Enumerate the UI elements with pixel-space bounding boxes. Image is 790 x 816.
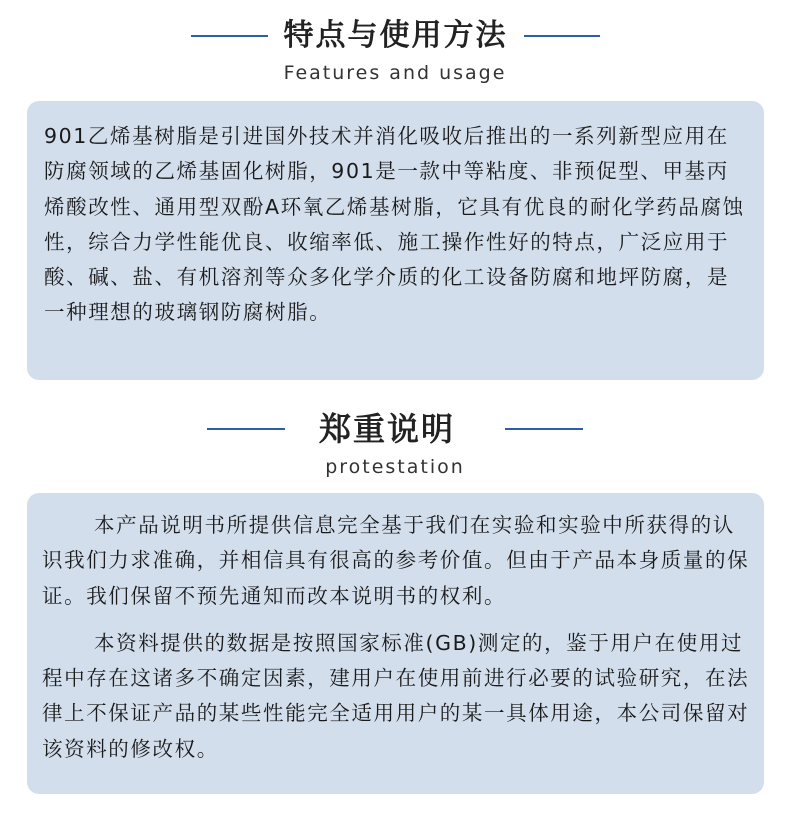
heading-rule-right <box>505 428 583 430</box>
protestation-heading <box>0 406 790 478</box>
heading-rule-right <box>524 35 600 37</box>
protestation-title-cn: 郑重说明 <box>318 410 455 448</box>
features-title-en: Features and usage <box>283 62 507 84</box>
features-heading <box>0 14 790 84</box>
features-card <box>27 101 764 380</box>
protestation-paragraph: 本资料提供的数据是按照国家标准(GB)测定的，鉴于用户在使用过程中存在这诸多不确定因素，建用户在使用前进行必要的试验研究，在法律上不保证产品的某些性能完全适用用户的某一具体用途，本公司保留对该资料的修改权。 <box>42 630 750 761</box>
heading-rule-left <box>191 35 268 37</box>
features-body: 901乙烯基树脂是引进国外技术并消化吸收后推出的一系列新型应用在防腐领域的乙烯基固化树脂，901是一款中等粘度、非预促型、甲基丙烯酸改性、通用型双酚A环氧乙烯基树脂，它具有优良的耐化学药品腐蚀性，综合力学性能优良、收缩率低、施工操作性好的特点，广泛应用于酸、碱、盐、有机溶剂等众多化学介质的化工设备防腐和地坪防腐，是一种理想的玻璃钢防腐树脂。 <box>44 124 745 325</box>
protestation-title-en: protestation <box>325 456 465 478</box>
features-title-cn: 特点与使用方法 <box>283 18 508 53</box>
protestation-card <box>27 493 764 794</box>
protestation-paragraph: 本产品说明书所提供信息完全基于我们在实验和实验中所获得的认识我们力求准确，并相信具有很高的参考价值。但由于产品本身质量的保证。我们保留不预先通知而改本说明书的权利。 <box>42 513 750 608</box>
heading-rule-left <box>207 428 285 430</box>
